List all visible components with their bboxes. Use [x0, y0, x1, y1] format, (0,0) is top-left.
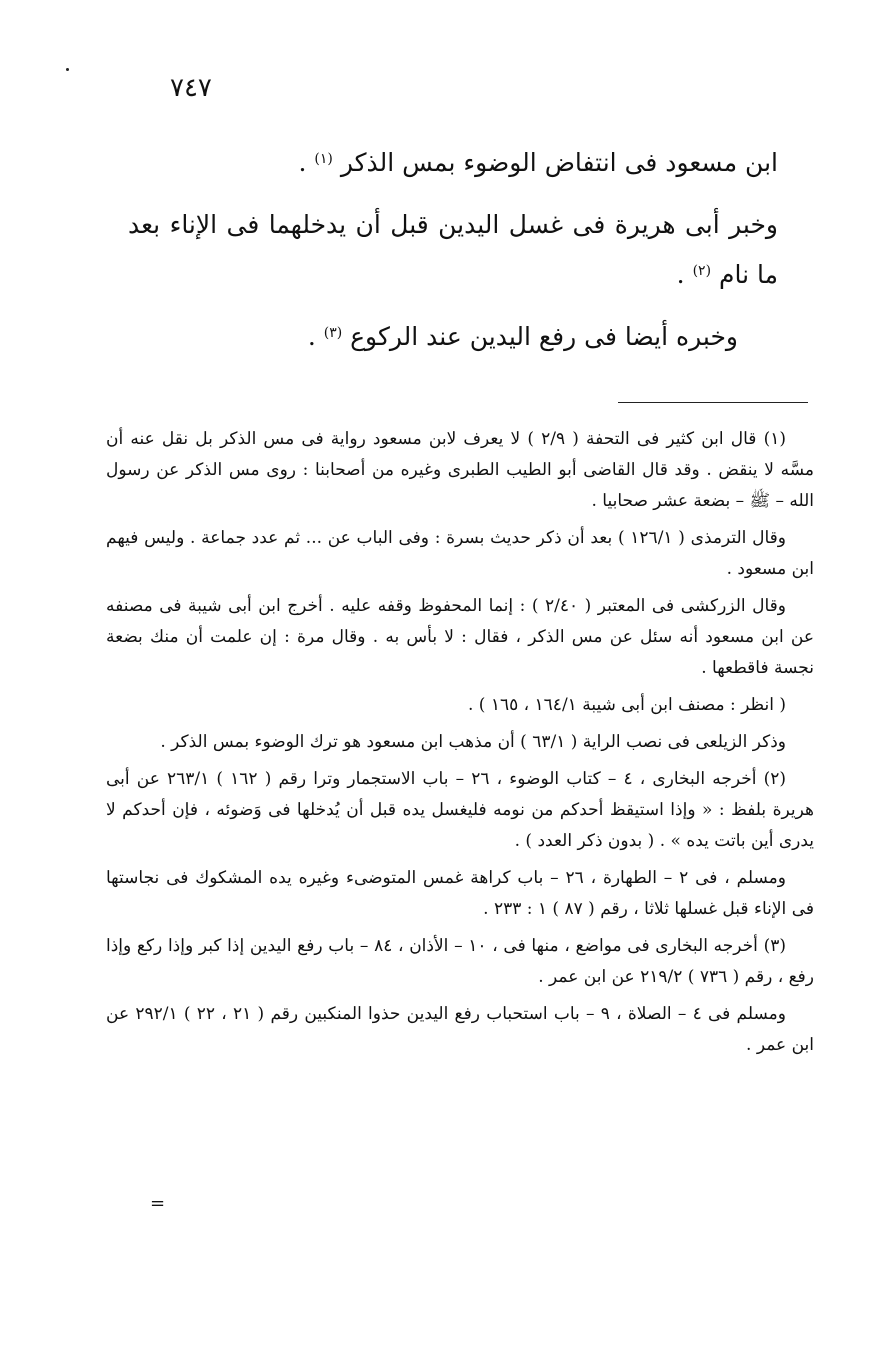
main-line-3	[128, 312, 818, 362]
main-line-1-text: ابن مسعود فى انتفاض الوضوء بمس الذكر	[340, 148, 778, 177]
main-line-1-end: .	[298, 148, 307, 177]
footnote-ref-2[interactable]: (٢)	[692, 263, 712, 279]
page-number: ٧٤٧	[170, 73, 212, 103]
footnote-1-para-1: (١) قال ابن كثير فى التحفة ( ٢/٩ ) لا يعرف لابن مسعود رواية فى مس الذكر بل نقل عنه أن مسَّه لا ينقض . وقد قال القاضى أبو الطيب الطبرى وغيره من أصحابنا : روى مس الذكر عن رسول الله – ﷺ – بضعة عشر صحابيا .	[106, 429, 814, 511]
footnote-separator	[618, 402, 808, 403]
scan-speck	[66, 68, 69, 71]
footnotes	[106, 424, 814, 1067]
footnote-ref-3[interactable]: (٣)	[323, 325, 343, 341]
main-line-3-text: وخبره أيضا فى رفع اليدين عند الركوع	[350, 322, 738, 351]
footnote-2-para-2: ومسلم ، فى ٢ – الطهارة ، ٢٦ – باب كراهة غمس المتوضىء وغيره يده المشكوك فى نجاستها فى الإناء قبل غسلها ثلاثا ، رقم ( ٨٧ ) ١ : ٢٣٣ .	[106, 868, 814, 919]
main-text	[128, 138, 818, 362]
continuation-mark: =	[150, 1193, 166, 1214]
main-line-1	[128, 138, 818, 188]
main-line-2	[128, 200, 818, 300]
main-line-2-end: .	[676, 260, 685, 289]
footnote-1-para-2: وقال الترمذى ( ١٢٦/١ ) بعد أن ذكر حديث بسرة : وفى الباب عن ... ثم عدد جماعة . وليس فيهم ابن مسعود .	[106, 528, 814, 579]
footnote-1-para-4: ( انظر : مصنف ابن أبى شيبة ١٦٤/١ ، ١٦٥ ) .	[468, 695, 786, 715]
footnote-ref-1[interactable]: (١)	[314, 151, 333, 167]
footnote-3-para-1: (٣) أخرجه البخارى فى مواضع ، منها فى ، ١٠ – الأذان ، ٨٤ – باب رفع اليدين إذا كبر وإذا ركع وإذا رفع ، رقم ( ٧٣٦ ) ٢١٩/٢ عن ابن عمر .	[106, 936, 814, 987]
footnote-2-para-1: (٢) أخرجه البخارى ، ٤ – كتاب الوضوء ، ٢٦ – باب الاستجمار وترا رقم ( ١٦٢ ) ٢٦٣/١ عن أبى هريرة بلفظ : « وإذا استيقظ أحدكم من نومه فليغسل يده قبل أن يُدخلها فى وَضوئه ، فإن أحدكم لا يدرى أين باتت يده » . ( بدون ذكر العدد ) .	[106, 769, 814, 851]
main-line-3-end: .	[307, 322, 316, 351]
footnote-1-para-5: وذكر الزيلعى فى نصب الراية ( ٦٣/١ ) أن مذهب ابن مسعود هو ترك الوضوء بمس الذكر .	[160, 732, 786, 752]
footnote-3-para-2: ومسلم فى ٤ – الصلاة ، ٩ – باب استحباب رفع اليدين حذوا المنكبين رقم ( ٢١ ، ٢٢ ) ٢٩٢/١ عن ابن عمر .	[106, 1004, 814, 1055]
footnote-1-para-3: وقال الزركشى فى المعتبر ( ٢/٤٠ ) : إنما المحفوظ وقفه عليه . أخرج ابن أبى شيبة فى مصنفه عن ابن مسعود أنه سئل عن مس الذكر ، فقال : لا بأس به . وقال مرة : إن علمت أن منك بضعة نجسة فاقطعها .	[106, 596, 814, 678]
main-line-2-text: وخبر أبى هريرة فى غسل اليدين قبل أن يدخلهما فى الإناء بعد ما نام	[128, 210, 778, 289]
